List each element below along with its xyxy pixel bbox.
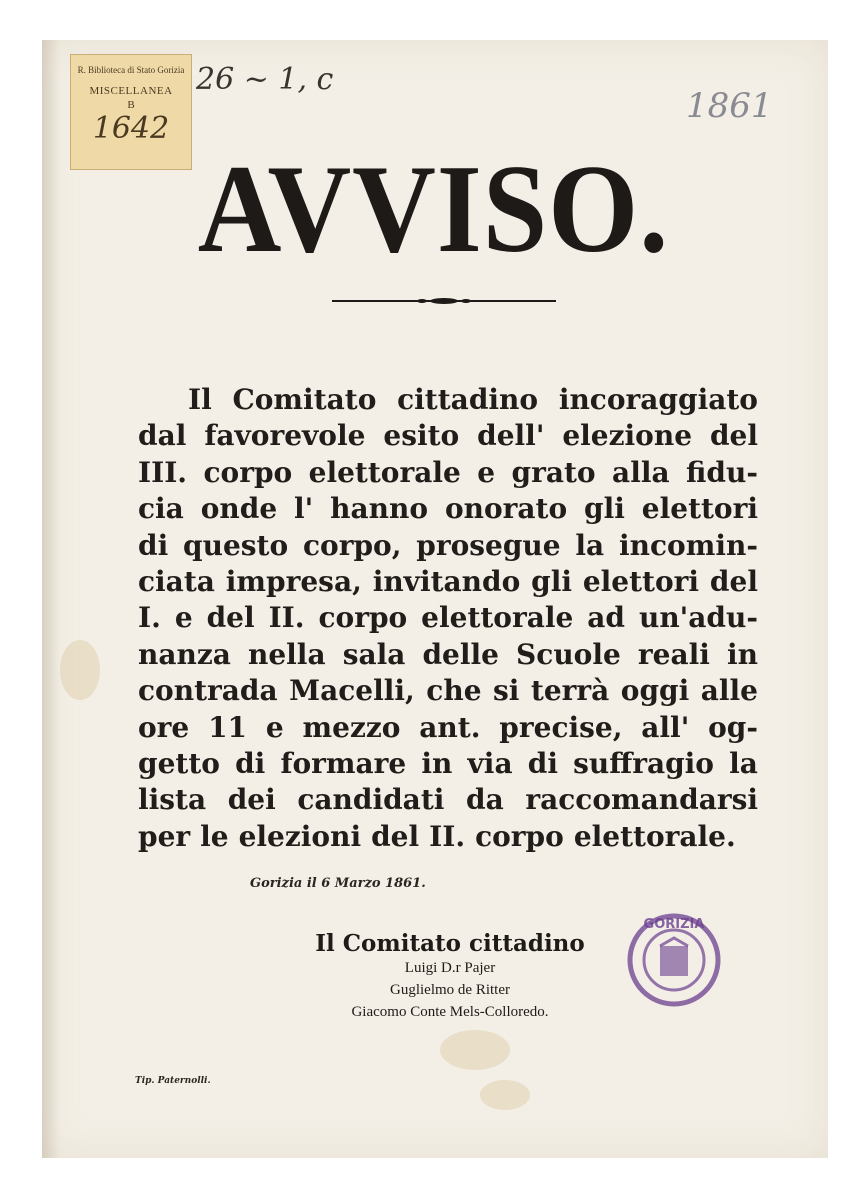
body-word: alle [700, 674, 758, 708]
body-word: Comitato [232, 383, 377, 416]
body-line [138, 782, 758, 818]
body-word: precise, [499, 710, 623, 744]
body-word: corpo, [302, 528, 402, 562]
body-word: 11 [208, 710, 248, 744]
body-word: di [527, 746, 558, 780]
body-word: III. [138, 455, 188, 489]
body-line [138, 673, 758, 709]
body-word: che [426, 674, 482, 708]
body-word: di [138, 528, 169, 562]
body-word: la [729, 746, 758, 780]
body-word: ant. [419, 710, 481, 744]
body-word: favorevole [204, 419, 366, 453]
body-word: suffragio [573, 746, 714, 780]
body-line [138, 455, 758, 491]
archive-label-series: B [127, 99, 135, 111]
body-word: II. [268, 601, 305, 635]
body-word: formare [280, 746, 407, 780]
body-line [138, 528, 758, 564]
body-word: del [371, 819, 420, 853]
body-word: corpo [318, 601, 408, 635]
body-word: reali [637, 637, 710, 671]
committee-heading: Il Comitato cittadino [315, 930, 585, 957]
body-word: contrada [138, 674, 278, 708]
body-line [138, 819, 758, 855]
body-word: lista [138, 783, 207, 817]
body-word: candidati [297, 783, 445, 817]
body-word: esito [383, 419, 460, 453]
body-word: onde [200, 492, 278, 526]
body-word: ciata [138, 564, 215, 598]
body-word: all' [641, 710, 690, 744]
body-word: cittadino [397, 383, 539, 416]
body-word: elettorale. [573, 819, 736, 853]
body-word: alla [612, 455, 670, 489]
paper-stain [480, 1080, 530, 1110]
body-word: hanno [330, 492, 429, 526]
paper-stain [60, 640, 100, 700]
body-word: gli [584, 492, 625, 526]
body-word: dei [227, 783, 276, 817]
body-line [138, 637, 758, 673]
body-word: prosegue [416, 528, 561, 562]
archive-label-library: R. Biblioteca di Stato Gorizia [77, 65, 185, 75]
body-word: elettori [641, 492, 758, 526]
archive-label-number: 1642 [92, 111, 170, 146]
body-word: in [726, 637, 758, 671]
body-word: grato [511, 455, 596, 489]
body-word: terrà [530, 674, 610, 708]
body-line [138, 382, 758, 418]
body-word: elettorale [421, 601, 574, 635]
printer-credit: Tip. Paternolli. [135, 1076, 211, 1086]
body-word: incoraggiato [558, 383, 758, 416]
body-word: delle [422, 637, 499, 671]
body-word: elettori [582, 564, 700, 598]
body-word: elezioni [238, 819, 362, 853]
body-word: l' [294, 492, 314, 526]
body-word: da [466, 783, 504, 817]
body-word: si [493, 674, 520, 708]
body-word: dal [138, 419, 187, 453]
body-word: nanza [138, 637, 231, 671]
date-line: Gorizia il 6 Marzo 1861. [250, 876, 426, 891]
body-word: fidu- [686, 455, 758, 489]
committee-block [0, 930, 867, 1023]
body-word: elezione [562, 419, 693, 453]
notice-body [138, 382, 758, 855]
body-word: Scuole [516, 637, 621, 671]
body-word: elettorale [308, 455, 461, 489]
body-word: corpo [203, 455, 293, 489]
body-word: mezzo [302, 710, 401, 744]
body-word: di [235, 746, 266, 780]
committee-member: Giacomo Conte Mels-Colloredo. [351, 1004, 549, 1020]
body-word: questo [183, 528, 289, 562]
body-word: del [709, 419, 758, 453]
body-word: le [200, 819, 229, 853]
body-word: per [138, 819, 191, 853]
body-word: del [206, 601, 255, 635]
body-line [138, 746, 758, 782]
body-word: II. [429, 819, 466, 853]
body-line [138, 564, 758, 600]
body-word: e [265, 710, 284, 744]
body-word: getto [138, 746, 220, 780]
body-word: in [421, 746, 453, 780]
poster-title: AVVISO. [197, 140, 670, 279]
body-word: nella [248, 637, 326, 671]
committee-member: Luigi D.r Pajer [404, 960, 496, 976]
body-line [138, 710, 758, 746]
body-word: raccomandarsi [525, 783, 758, 817]
body-line [138, 418, 758, 454]
committee-member: Guglielmo de Ritter [390, 982, 510, 998]
body-word: via [467, 746, 513, 780]
body-word: cia [138, 492, 184, 526]
body-line [138, 491, 758, 527]
library-stamp [624, 910, 724, 1010]
body-word: e [174, 601, 193, 635]
body-word: invitando [372, 564, 521, 598]
body-word: impresa, [225, 564, 362, 598]
handwritten-code: 26 ~ 1, c [196, 62, 334, 97]
body-word: Il [188, 383, 212, 416]
body-word: la [575, 528, 605, 562]
paper-stain [440, 1030, 510, 1070]
body-word: un'adu- [638, 601, 758, 635]
body-word: ad [587, 601, 626, 635]
body-word: del [709, 564, 758, 598]
body-line [138, 600, 758, 636]
stamp-text: GORIZIA [643, 917, 705, 932]
body-word: oggi [620, 674, 690, 708]
body-word: gli [531, 564, 572, 598]
body-word: corpo [475, 819, 564, 853]
body-word: incomin- [619, 528, 758, 562]
body-word: I. [138, 601, 161, 635]
body-word: Macelli, [289, 674, 415, 708]
body-word: ore [138, 710, 190, 744]
body-word: sala [342, 637, 406, 671]
body-word: onorato [444, 492, 568, 526]
body-word: e [477, 455, 496, 489]
archive-label-collection: MISCELLANEA [89, 85, 173, 97]
handwritten-year: 1861 [686, 86, 773, 126]
body-word: dell' [477, 419, 545, 453]
body-word: og- [708, 710, 758, 744]
ornamental-rule [332, 298, 556, 304]
